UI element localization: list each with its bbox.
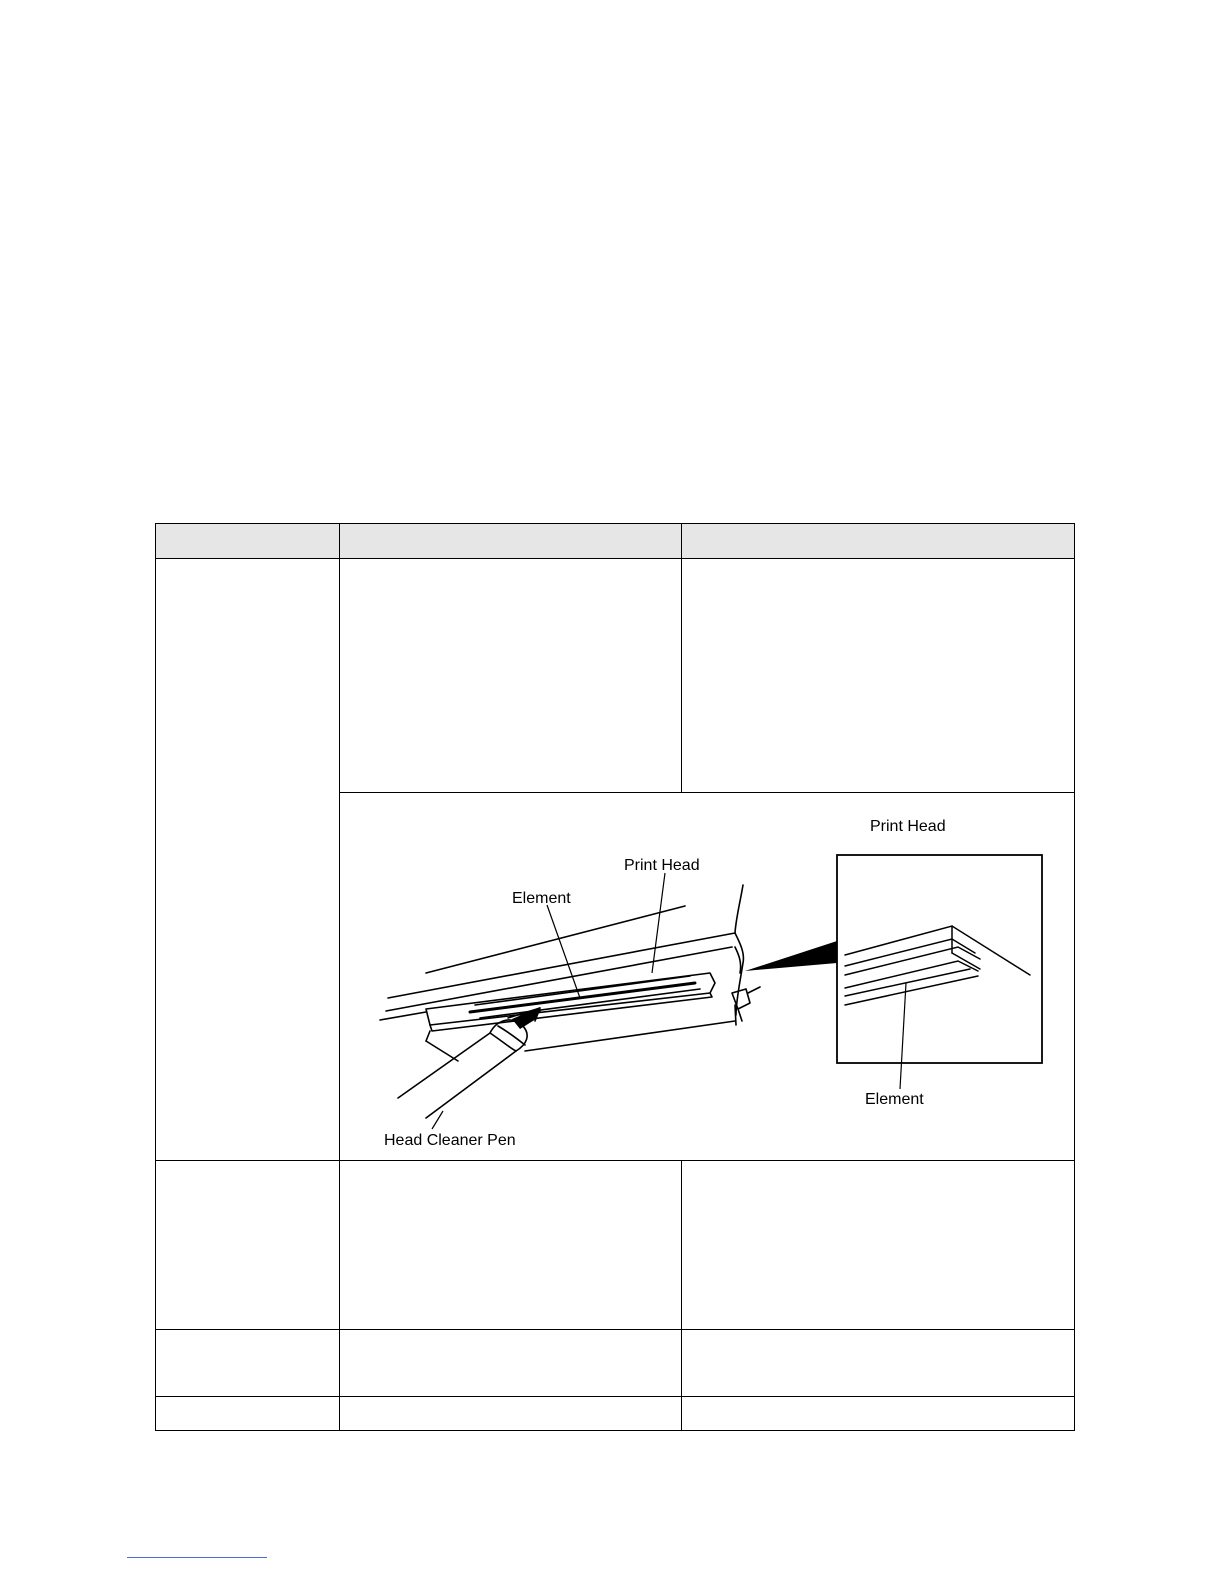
table-row <box>156 559 1075 793</box>
table-cell <box>340 1330 682 1397</box>
table-cell <box>156 1397 340 1431</box>
header-cell-2 <box>340 524 682 559</box>
print-head-cleaning-illustration <box>340 793 1073 1160</box>
table-row <box>156 1161 1075 1330</box>
element-leader <box>547 905 580 998</box>
label-print-head-inset: Print Head <box>870 818 946 835</box>
label-print-head: Print Head <box>624 857 700 874</box>
table-cell <box>156 1161 340 1330</box>
footer-rule <box>127 1557 267 1558</box>
table-cell <box>340 559 682 793</box>
table-cell <box>682 1161 1075 1330</box>
figure-cell <box>340 793 1075 1161</box>
table-cell <box>682 1397 1075 1431</box>
row-label-cell <box>156 559 340 1161</box>
inset-box <box>837 855 1042 1063</box>
table-header-row <box>156 524 1075 559</box>
maintenance-table <box>155 523 1075 1431</box>
pen-leader <box>432 1111 443 1129</box>
header-cell-1 <box>156 524 340 559</box>
header-cell-3 <box>682 524 1075 559</box>
printer-body-outline <box>388 933 735 998</box>
inset-element-leader <box>900 983 906 1089</box>
table-cell <box>682 1330 1075 1397</box>
table-row <box>156 1397 1075 1431</box>
head-cleaner-pen <box>398 1020 527 1118</box>
table-cell <box>156 1330 340 1397</box>
table-cell <box>340 1161 682 1330</box>
table-cell <box>340 1397 682 1431</box>
label-element-inset: Element <box>865 1091 924 1108</box>
print-head-leader <box>652 873 665 973</box>
label-head-cleaner-pen: Head Cleaner Pen <box>384 1132 516 1149</box>
inset-projection <box>745 941 837 971</box>
label-element: Element <box>512 890 571 907</box>
table-row <box>156 1330 1075 1397</box>
table-cell <box>682 559 1075 793</box>
